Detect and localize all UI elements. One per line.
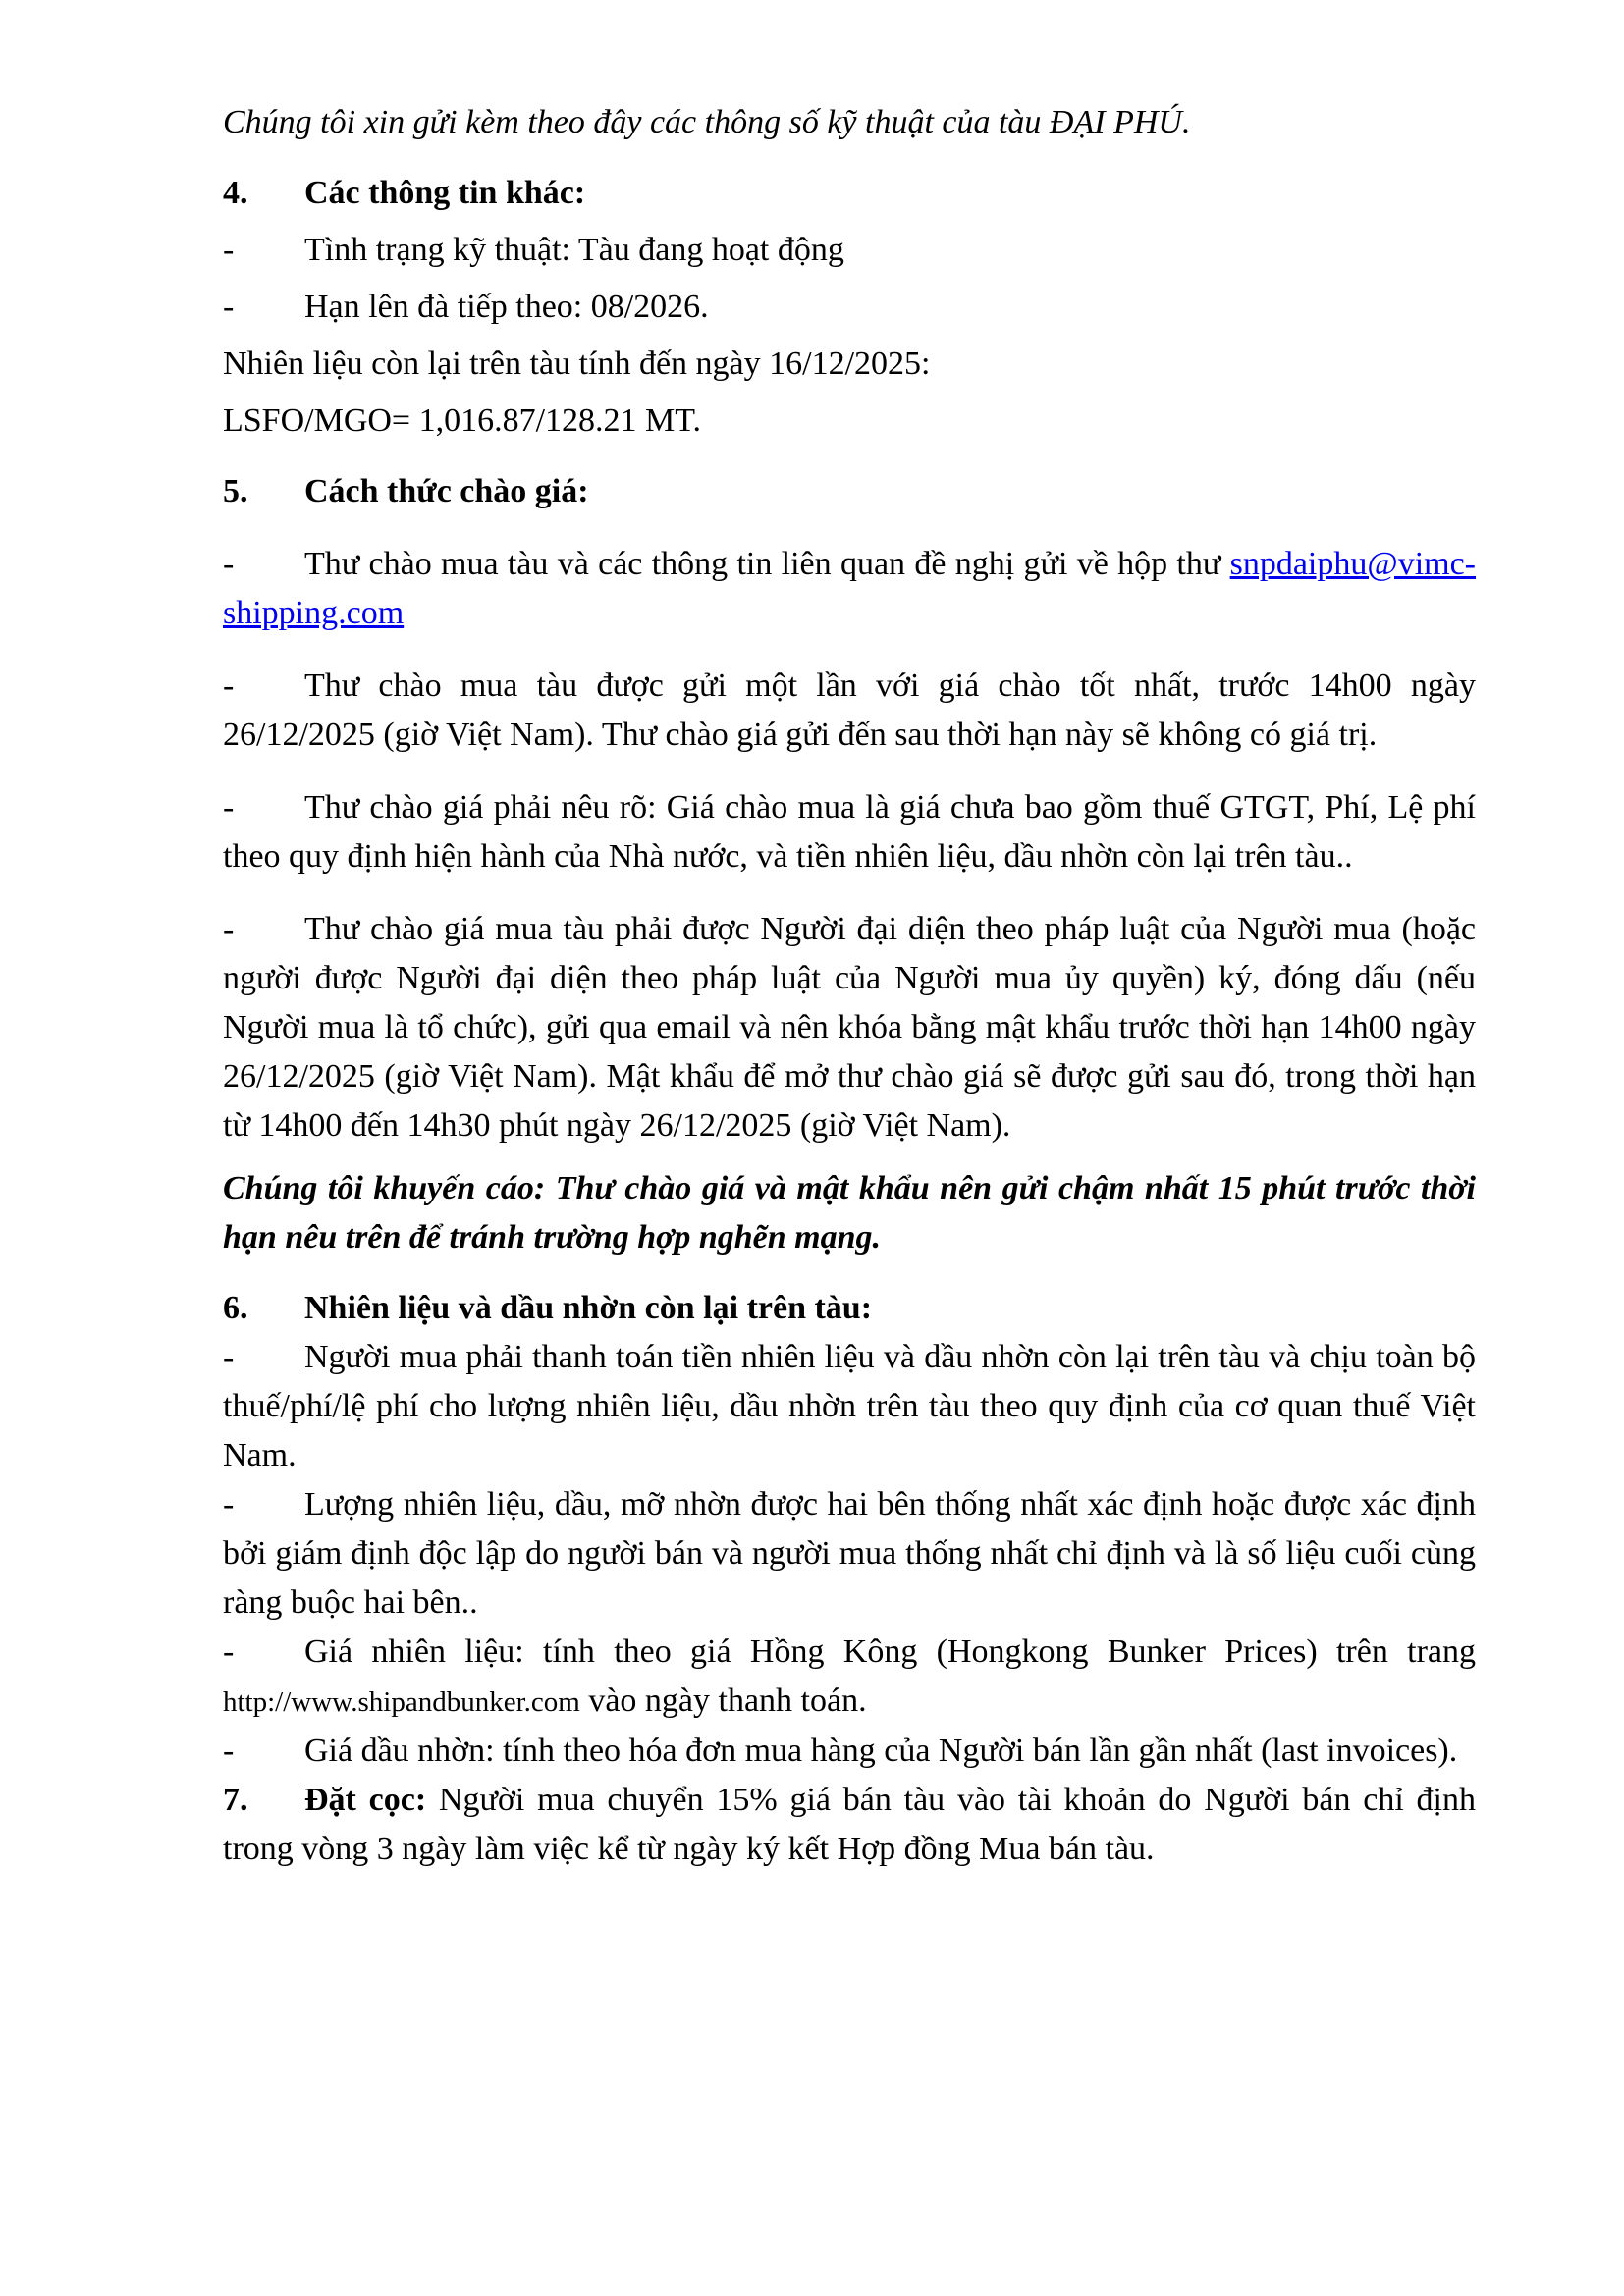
text-run: LSFO/MGO= 1,016.87/128.21 MT. — [223, 402, 702, 439]
lube-price-paragraph — [223, 1727, 1476, 1776]
list-marker: - — [223, 546, 235, 582]
text-run: Thư chào giá phải nêu rõ: Giá chào mua là giá chưa bao gồm thuế GTGT, Phí, Lệ phí theo quy định hiện hành của Nhà nước, và tiền nhiên liệu, dầu nhờn còn lại trên tàu.. — [223, 789, 1476, 875]
fuel-quantity-value — [223, 397, 1476, 446]
text-run: Nhiên liệu và dầu nhờn còn lại trên tàu: — [304, 1290, 873, 1326]
deposit-paragraph — [223, 1776, 1476, 1874]
text-run: Người mua chuyển 15% giá bán tàu vào tài khoản do Người bán chỉ định trong vòng 3 ngày làm việc kể từ ngày ký kết Hợp đồng Mua bán tàu. — [223, 1782, 1476, 1867]
offer-signing-paragraph — [223, 905, 1476, 1150]
text-run: Giá nhiên liệu: tính theo giá Hồng Kông (Hongkong Bunker Prices) trên trang — [304, 1633, 1476, 1670]
text-run: Thư chào mua tàu được gửi một lần với giá chào tốt nhất, trước 14h00 ngày 26/12/2025 (giờ Việt Nam). Thư chào giá gửi đến sau thời hạn này sẽ không có giá trị. — [223, 667, 1476, 753]
text-run: Lượng nhiên liệu, dầu, mỡ nhờn được hai bên thống nhất xác định hoặc được xác định bởi giám định độc lập do người bán và người mua thống nhất chỉ định và là số liệu cuối cùng ràng buộc hai bên.. — [223, 1486, 1476, 1621]
list-marker: - — [223, 911, 235, 947]
list-marker: 6. — [223, 1290, 248, 1326]
list-marker: - — [223, 289, 235, 325]
offer-deadline-paragraph — [223, 662, 1476, 760]
text-run: vào ngày thanh toán. — [579, 1682, 867, 1719]
section-5-heading — [223, 467, 1476, 516]
list-marker: - — [223, 1733, 235, 1769]
text-run: Giá dầu nhờn: tính theo hóa đơn mua hàng của Người bán lần gần nhất (last invoices). — [304, 1733, 1458, 1769]
text-run: Người mua phải thanh toán tiền nhiên liệu và dầu nhờn còn lại trên tàu và chịu toàn bộ thuế/phí/lệ phí cho lượng nhiên liệu, dầu nhờn trên tàu theo quy định của cơ quan thuế Việt Nam. — [223, 1339, 1476, 1473]
text-run: Thư chào mua tàu và các thông tin liên quan đề nghị gửi về hộp thư — [304, 546, 1230, 582]
text-run: Thư chào giá mua tàu phải được Người đại diện theo pháp luật của Người mua (hoặc người được Người đại diện theo pháp luật của Người mua ủy quyền) ký, đóng dấu (nếu Người mua là tổ chức), gửi qua email và nên khóa bằng mật khẩu trước thời hạn 14h00 ngày 26/12/2025 (giờ Việt Nam). Mật khẩu để mở thư chào giá sẽ được gửi sau đó, trong thời hạn từ 14h00 đến 14h30 phút ngày 26/12/2025 (giờ Việt Nam). — [223, 911, 1476, 1144]
docking-deadline-item — [223, 283, 1476, 332]
list-marker: 4. — [223, 175, 248, 211]
list-marker: 5. — [223, 473, 248, 509]
list-marker: - — [223, 1339, 235, 1375]
intro-note — [223, 98, 1476, 147]
email-link[interactable]: snpdaiphu@vimc-shipping.com — [223, 546, 1476, 631]
text-run: Hạn lên đà tiếp theo: 08/2026. — [304, 289, 709, 325]
fuel-remaining-note — [223, 340, 1476, 389]
list-marker: - — [223, 232, 235, 268]
tech-status-item — [223, 226, 1476, 275]
offer-email-paragraph — [223, 540, 1476, 638]
list-marker: - — [223, 1633, 235, 1670]
section-4-heading — [223, 169, 1476, 218]
text-run: Cách thức chào giá: — [304, 473, 589, 509]
fuel-quantity-determination-paragraph — [223, 1480, 1476, 1628]
offer-content-paragraph — [223, 783, 1476, 881]
fuel-price-paragraph — [223, 1628, 1476, 1727]
bunker-price-url: http://www.shipandbunker.com — [223, 1686, 580, 1718]
list-marker: 7. — [223, 1782, 248, 1818]
list-marker: - — [223, 789, 235, 826]
text-run: Các thông tin khác: — [304, 175, 586, 211]
text-run: Tình trạng kỹ thuật: Tàu đang hoạt động — [304, 232, 844, 268]
text-run: Nhiên liệu còn lại trên tàu tính đến ngày 16/12/2025: — [223, 346, 931, 382]
text-run: Chúng tôi xin gửi kèm theo đây các thông số kỹ thuật của tàu ĐẠI PHÚ. — [223, 104, 1191, 140]
fuel-payment-paragraph — [223, 1333, 1476, 1480]
list-marker: - — [223, 667, 235, 704]
section-6-heading — [223, 1284, 1476, 1333]
advisory-note — [223, 1164, 1476, 1262]
list-marker: - — [223, 1486, 235, 1522]
text-run: Chúng tôi khuyến cáo: Thư chào giá và mật khẩu nên gửi chậm nhất 15 phút trước thời hạn nêu trên để tránh trường hợp nghẽn mạng. — [223, 1170, 1476, 1255]
text-run: Đặt cọc: — [304, 1782, 427, 1818]
